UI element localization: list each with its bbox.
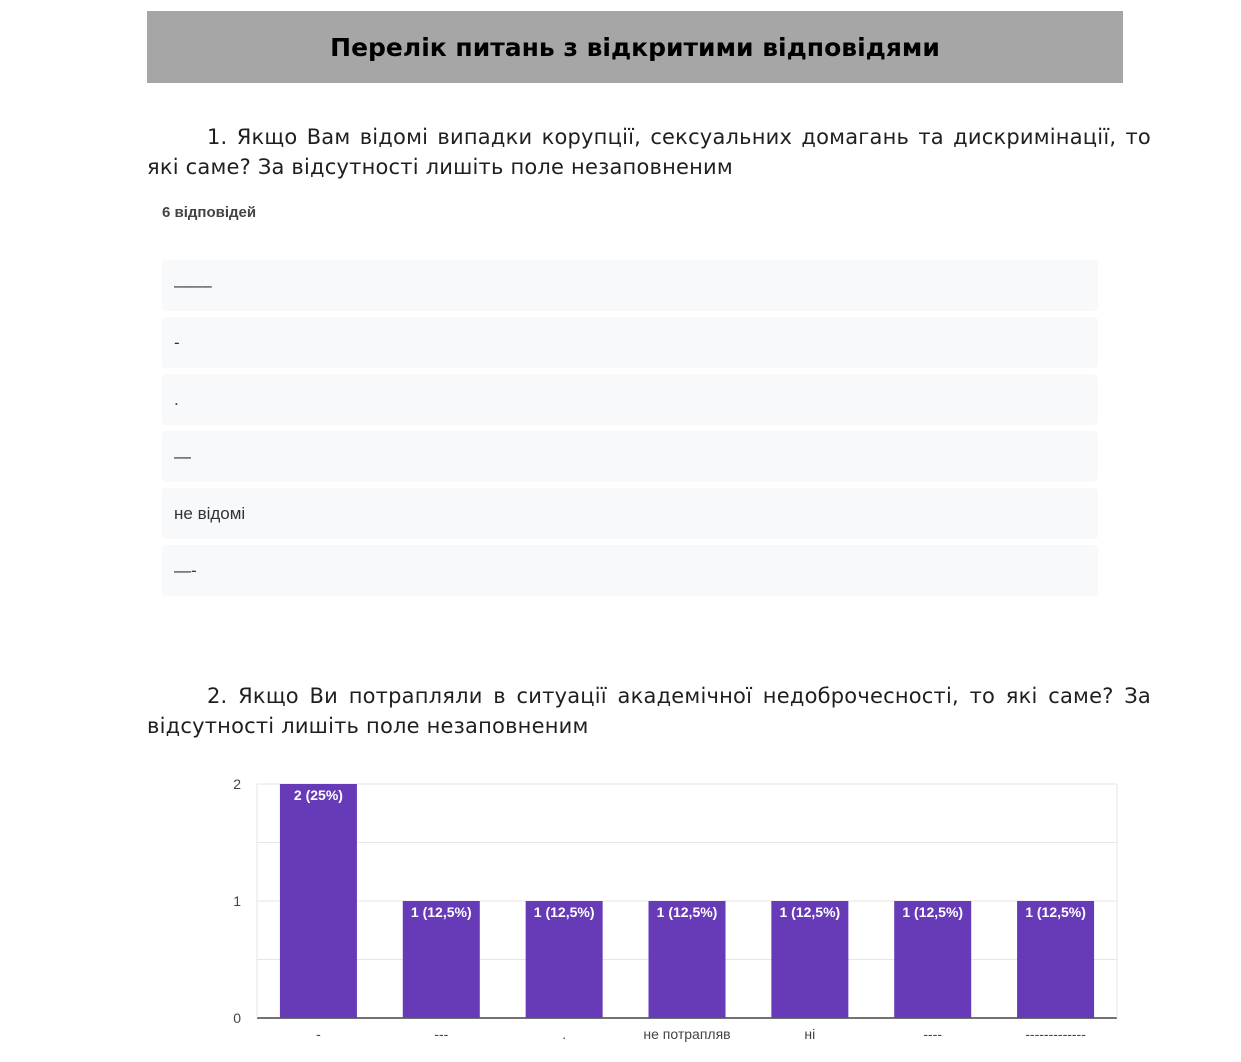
bar-data-label: 1 (12,5%) — [533, 904, 595, 920]
x-tick-label: ні — [804, 1026, 816, 1042]
question-1-text: 1. Якщо Вам відомі випадки корупції, сексуальних домагань та дискримінації, то які саме? За відсутності лишіть поле незаповненим — [147, 125, 1151, 179]
x-tick-label: . — [562, 1026, 567, 1042]
answer-item: —- — [162, 545, 1098, 596]
question-2-text: 2. Якщо Ви потрапляли в ситуації академічної недоброчесності, то які саме? За відсутності лишіть поле незаповненим — [147, 684, 1151, 738]
bar-data-label: 2 (25%) — [293, 787, 343, 803]
y-tick-label: 0 — [233, 1010, 241, 1026]
answer-item: - — [162, 317, 1098, 368]
answer-item: –––– — [162, 260, 1098, 311]
x-tick-label: - — [316, 1026, 321, 1042]
answer-item: не відомі — [162, 488, 1098, 539]
bar-data-label: 1 (12,5%) — [779, 904, 841, 920]
section-title: Перелік питань з відкритими відповідями — [330, 32, 940, 62]
x-tick-label: ------------- — [1025, 1026, 1086, 1042]
x-tick-label: ---- — [923, 1026, 943, 1042]
bar-data-label: 1 (12,5%) — [410, 904, 472, 920]
response-count: 6 відповідей — [162, 204, 257, 221]
bar-data-label: 1 (12,5%) — [656, 904, 718, 920]
answer-item: . — [162, 374, 1098, 425]
answers-list — [162, 260, 1098, 602]
answer-item: — — [162, 431, 1098, 482]
y-tick-label: 1 — [233, 893, 241, 909]
x-tick-label: --- — [434, 1026, 449, 1042]
bar-data-label: 1 (12,5%) — [902, 904, 964, 920]
x-tick-label: не потрапляв — [643, 1026, 731, 1042]
y-tick-label: 2 — [233, 776, 241, 792]
section-header — [147, 11, 1123, 83]
bar-data-label: 1 (12,5%) — [1025, 904, 1086, 920]
bar — [280, 784, 357, 1018]
bar-chart — [220, 770, 1130, 1055]
